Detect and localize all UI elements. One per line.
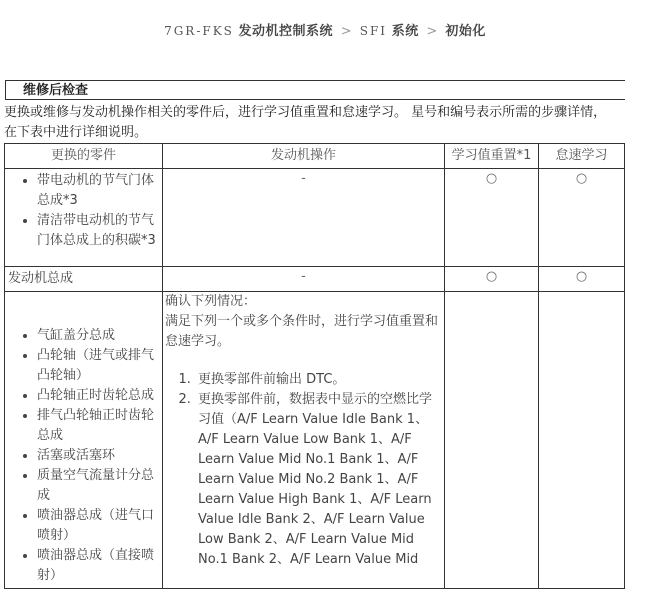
list-item: • 排气凸轮轴正时齿轮总成 [37, 406, 162, 446]
header-engine-operation: 发动机操作 [163, 144, 445, 169]
cell-idle [539, 292, 625, 589]
breadcrumb-item-engine-control[interactable]: 发动机控制系统 [238, 24, 334, 39]
list-item: • 凸轮轴（进气或排气凸轮轴） [37, 346, 162, 386]
table-row [5, 169, 625, 267]
intro-text [4, 103, 644, 143]
list-item: • 带电动机的节气门体总成*3 [37, 171, 162, 211]
operation-condition-title: 确认下列情况： [165, 294, 257, 309]
table-header-row [5, 144, 625, 169]
cell-idle: ○ [539, 169, 625, 267]
table-row [5, 267, 625, 292]
cell-idle: ○ [539, 267, 625, 292]
header-replaced-parts: 更换的零件 [5, 144, 163, 169]
list-item: • 气缸盖分总成 [37, 326, 162, 346]
intro-line: 更换或维修与发动机操作相关的零件后，进行学习值重置和怠速学习。 星号和编号表示所需的步骤详情， [4, 105, 607, 120]
breadcrumb-item-sfi-system[interactable]: 系统 [391, 24, 419, 39]
cell-reset: ○ [445, 169, 539, 267]
cell-operation [163, 292, 445, 589]
cell-reset [445, 292, 539, 589]
operation-condition-desc: 满足下列一个或多个条件时，进行学习值重置和怠速学习。 [165, 314, 439, 349]
table-row [5, 292, 625, 589]
breadcrumb [0, 21, 650, 42]
list-item: • 活塞或活塞环 [37, 446, 162, 466]
list-item: • 凸轮轴正时齿轮总成 [37, 386, 162, 406]
breadcrumb-model: 7GR-FKS [164, 24, 234, 38]
list-item: • 质量空气流量计分总成 [37, 466, 162, 506]
breadcrumb-separator: > [426, 24, 438, 39]
operation-step: 2. 更换零部件前，数据表中显示的空燃比学习值（A/F Learn Value Idle Bank 1、A/F Learn Value Low Bank 1、A/F Learn Value Mid No.1 Bank 1、A/F Learn Value Mid No.2 Bank 1、A/F Learn Value High Bank 1、A/F Learn Value Idle Bank 2、A/F Learn Value Low Bank 2、A/F Learn Value Mid No.1 Bank 2、A/F Learn Value Mid [195, 390, 442, 570]
list-item: • 喷油器总成（直接喷射） [37, 546, 162, 586]
cell-operation: - [163, 267, 445, 292]
breadcrumb-system-prefix: SFI [359, 24, 388, 38]
cell-parts [5, 169, 163, 267]
cell-operation: - [163, 169, 445, 267]
list-item: • 喷油器总成（进气口喷射） [37, 506, 162, 546]
breadcrumb-separator: > [340, 24, 353, 39]
header-learning-reset: 学习值重置*1 [445, 144, 539, 169]
operation-step: 1. 更换零部件前输出 DTC。 [195, 370, 442, 390]
parts-table [4, 143, 625, 589]
cell-parts: 发动机总成 [5, 267, 163, 292]
breadcrumb-item-initialization: 初始化 [445, 24, 486, 39]
header-idle-learning: 怠速学习 [539, 144, 625, 169]
list-item: • 清洁带电动机的节气门体总成上的积碳*3 [37, 211, 162, 251]
intro-line: 在下表中进行详细说明。 [4, 125, 148, 140]
cell-parts [5, 292, 163, 589]
section-title: 维修后检查 [5, 80, 625, 100]
cell-reset: ○ [445, 267, 539, 292]
